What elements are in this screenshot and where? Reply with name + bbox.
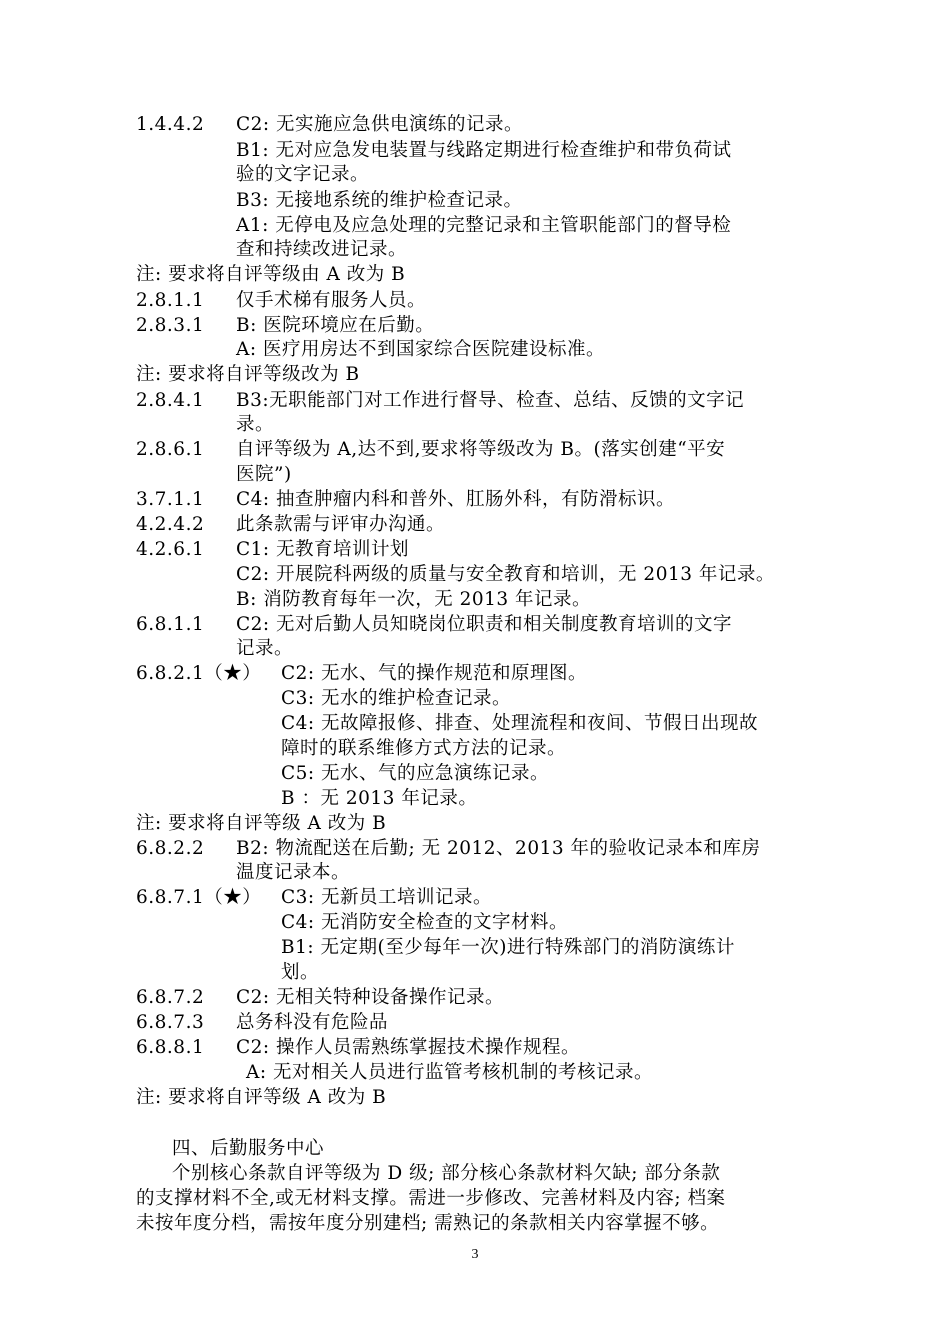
clause-number: 6.8.2.2	[136, 838, 205, 859]
text-line: C2: 无实施应急供电演练的记录。	[236, 114, 524, 135]
text-line: 记录。	[236, 638, 294, 659]
text-line: 个别核心条款自评等级为 D 级; 部分核心条款材料欠缺; 部分条款	[172, 1163, 721, 1184]
text-line: C2: 无对后勤人员知晓岗位职责和相关制度教育培训的文字	[236, 614, 733, 635]
clause-number: 2.8.6.1	[136, 439, 205, 460]
text-line: C2: 无水、气的操作规范和原理图。	[281, 663, 588, 684]
clause-number: 3.7.1.1	[136, 489, 205, 510]
clause-number: 6.8.2.1（★）	[136, 663, 262, 684]
text-line: 自评等级为 A,达不到,要求将等级改为 B。(落实创建“平安	[236, 439, 726, 460]
text-line: 的支撑材料不全,或无材料支撑。需进一步修改、完善材料及内容; 档案	[136, 1188, 726, 1209]
text-line: C5: 无水、气的应急演练记录。	[281, 763, 550, 784]
text-line: B2: 物流配送在后勤; 无 2012、2013 年的验收记录本和库房	[236, 838, 761, 859]
text-line: C4: 无消防安全检查的文字材料。	[281, 912, 569, 933]
clause-number: 2.8.4.1	[136, 390, 205, 411]
text-line: 此条款需与评审办沟通。	[236, 514, 446, 535]
text-line: 注: 要求将自评等级由 A 改为 B	[136, 264, 406, 285]
text-line: 未按年度分档，需按年度分别建档; 需熟记的条款相关内容掌握不够。	[136, 1213, 720, 1234]
page-number: 3	[471, 1247, 479, 1262]
text-line: C2: 操作人员需熟练掌握技术操作规程。	[236, 1037, 581, 1058]
text-line: 划。	[281, 962, 320, 983]
clause-number: 6.8.7.1（★）	[136, 887, 262, 908]
text-line: C3: 无水的维护检查记录。	[281, 688, 512, 709]
text-line: 医院”)	[236, 464, 292, 485]
text-line: B1: 无对应急发电装置与线路定期进行检查维护和带负荷试	[236, 140, 732, 161]
clause-number: 4.2.4.2	[136, 514, 205, 535]
clause-number: 2.8.3.1	[136, 315, 205, 336]
text-line: A1: 无停电及应急处理的完整记录和主管职能部门的督导检	[236, 215, 732, 236]
text-line: 查和持续改进记录。	[236, 239, 408, 260]
text-line: 仅手术梯有服务人员。	[236, 290, 427, 311]
clause-number: 6.8.8.1	[136, 1037, 205, 1058]
text-line: C2: 开展院科两级的质量与安全教育和培训，无 2013 年记录。	[236, 564, 775, 585]
text-line: C1: 无教育培训计划	[236, 539, 410, 560]
text-line: 总务科没有危险品	[236, 1012, 389, 1033]
text-line: 注: 要求将自评等级 A 改为 B	[136, 1087, 387, 1108]
text-line: B ：无 2013 年记录。	[281, 788, 478, 809]
text-line: 验的文字记录。	[236, 164, 370, 185]
text-line: A: 无对相关人员进行监管考核机制的考核记录。	[246, 1062, 653, 1083]
text-line: 录。	[236, 414, 275, 435]
text-line: B: 医院环境应在后勤。	[236, 315, 435, 336]
clause-number: 1.4.4.2	[136, 114, 205, 135]
text-line: B3:无职能部门对工作进行督导、检查、总结、反馈的文字记	[236, 390, 745, 411]
text-line: 注: 要求将自评等级改为 B	[136, 364, 360, 385]
clause-number: 6.8.1.1	[136, 614, 205, 635]
clause-number: 4.2.6.1	[136, 539, 205, 560]
text-line: B: 消防教育每年一次，无 2013 年记录。	[236, 589, 592, 610]
text-line: C3: 无新员工培训记录。	[281, 887, 493, 908]
text-line: 注: 要求将自评等级 A 改为 B	[136, 813, 387, 834]
text-line: B1: 无定期(至少每年一次)进行特殊部门的消防演练计	[281, 937, 735, 958]
text-line: C4: 抽查肿瘤内科和普外、肛肠外科，有防滑标识。	[236, 489, 676, 510]
clause-number: 6.8.7.2	[136, 987, 205, 1008]
clause-number: 6.8.7.3	[136, 1012, 205, 1033]
text-line: 四、后勤服务中心	[172, 1138, 325, 1159]
text-line: A: 医疗用房达不到国家综合医院建设标准。	[236, 339, 605, 360]
text-line: C4: 无故障报修、排查、处理流程和夜间、节假日出现故	[281, 713, 759, 734]
text-line: 温度记录本。	[236, 862, 351, 883]
clause-number: 2.8.1.1	[136, 290, 205, 311]
text-line: 障时的联系维修方式方法的记录。	[281, 738, 567, 759]
text-line: B3: 无接地系统的维护检查记录。	[236, 190, 523, 211]
text-line: C2: 无相关特种设备操作记录。	[236, 987, 505, 1008]
